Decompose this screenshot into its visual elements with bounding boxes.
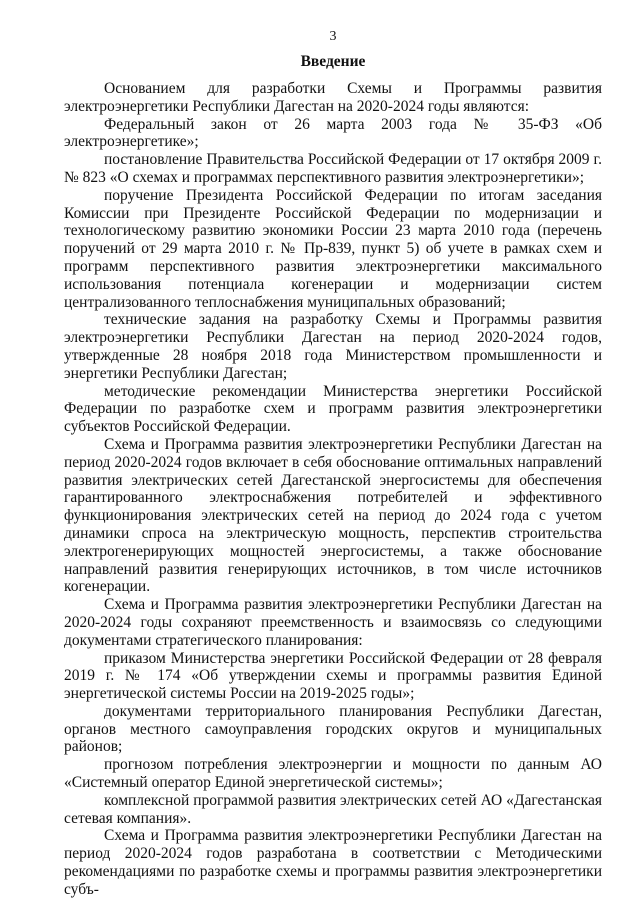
paragraph: Федеральный закон от 26 марта 2003 года № 35-ФЗ «Об электроэнергетике»;	[64, 115, 602, 151]
page-number: 3	[329, 29, 337, 44]
paragraph: документами территориального планирования Республики Дагестан, органов местного самоуправления городских округов и муниципальных районов;	[64, 702, 602, 756]
page-heading: Введение	[300, 53, 366, 70]
paragraph: Схема и Программа развития электроэнергетики Республики Дагестан на период 2020-2024 годов включает в себя обоснование оптимальных направлений развития электрических сетей Дагестанской энергосистемы для обеспечения гарантированного электроснабжения потребителей и эффективного функционирования электрических сетей на период до 2024 года с учетом динамики спроса на электрическую мощность, перспектив строительства электрогенерирующих мощностей энергосистемы, а также обоснование направлений развития генерирующих источников, в том числе источников когенерации.	[64, 435, 602, 596]
paragraph: приказом Министерства энергетики Российской Федерации от 28 февраля 2019 г. № 174 «Об утверждении схемы и программы развития Единой энергетической системы России на 2019-2025 годы»;	[64, 649, 602, 703]
paragraph: прогнозом потребления электроэнергии и мощности по данным АО «Системный оператор Единой энергетической системы»;	[64, 756, 602, 792]
paragraph: постановление Правительства Российской Федерации от 17 октября 2009 г. № 823 «О схемах и программах перспективного развития электроэнергетики»;	[64, 151, 602, 186]
body-text	[64, 80, 602, 899]
paragraph: комплексной программой развития электрических сетей АО «Дагестанская сетевая компания».	[64, 791, 602, 827]
paragraph: технические задания на разработку Схемы и Программы развития электроэнергетики Республики Дагестан на период 2020-2024 годов, утвержденные 28 ноября 2018 года Министерством промышленности и энергетики Республики Дагестан;	[64, 311, 602, 382]
paragraph: Схема и Программа развития электроэнергетики Республики Дагестан на 2020-2024 годы сохраняют преемственность и взаимосвязь со следующими документами стратегического планирования:	[64, 596, 602, 649]
paragraph: Схема и Программа развития электроэнергетики Республики Дагестан на период 2020-2024 годов разработана в соответствии с Методическими рекомендациями по разработке схемы и программы развития электроэнергетики субъ-	[64, 827, 602, 898]
paragraph: Основанием для разработки Схемы и Программы развития электроэнергетики Республики Дагестан на 2020-2024 годы являются:	[64, 80, 602, 115]
paragraph: поручение Президента Российской Федерации по итогам заседания Комиссии при Президенте Российской Федерации по модернизации и технологическому развитию экономики России 23 марта 2010 года (перечень поручений от 29 марта 2010 г. № Пр-839, пункт 5) об учете в рамках схем и программ перспективного развития электроэнергетики максимального использования потенциала когенерации и модернизации систем централизованного теплоснабжения муниципальных образований;	[64, 186, 602, 311]
paragraph: методические рекомендации Министерства энергетики Российской Федерации по разработке схем и программ развития электроэнергетики субъектов Российской Федерации.	[64, 382, 602, 436]
